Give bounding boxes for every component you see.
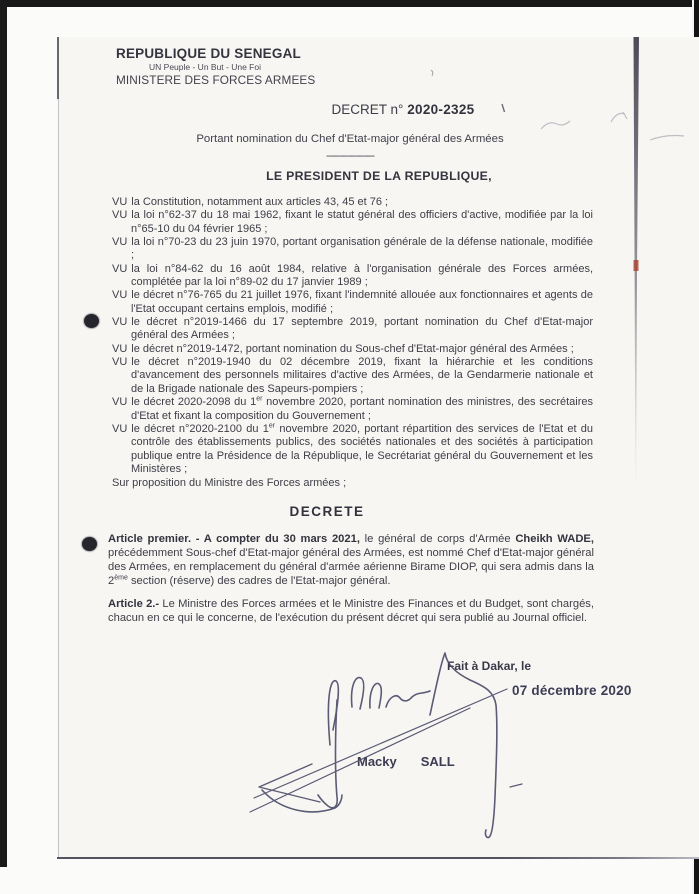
salutation-line: LE PRESIDENT DE LA REPUBLIQUE,	[266, 169, 492, 183]
article-paragraph: Article premier. - A compter du 30 mars 2021, le général de corps d'Armée Cheikh WADE, précédemment Sous-chef d'Etat-major général des Armées, est nommé Chef d'Etat-major général des Armées, en remplacement du général d'armée aérienne Birame DIOP, qui sera admis dans la 2ème section (réserve) des cadres de l'Etat-major général.	[108, 533, 595, 587]
visa-label: VU	[112, 316, 128, 329]
visa-label: VU	[112, 396, 128, 409]
decree-number: 2020-2325	[407, 102, 475, 117]
page-bottom-edge	[57, 857, 699, 859]
country-title: REPUBLIQUE DU SENEGAL	[116, 46, 301, 61]
national-motto: UN Peuple - Un But - Une Foi	[149, 61, 261, 72]
date-line: 07 décembre 2020	[512, 683, 632, 698]
visa-item: VU le décret n°2019-1466 du 17 septembre 2019, portant nomination du Chef d'Etat-major général des Armées ;	[112, 316, 593, 342]
visa-label: VU	[112, 356, 128, 369]
visa-list	[112, 196, 593, 476]
visa-label: VU	[112, 422, 128, 435]
place-line: Fait à Dakar, le	[447, 659, 532, 673]
visa-item: VU le décret n°76-765 du 21 juillet 1976, fixant l'indemnité allouée aux fonctionnaires et agents de l'Etat occupant certains emplois, modifié ;	[112, 289, 593, 315]
scan-border-top	[0, 0, 699, 7]
handwritten-signature	[240, 645, 525, 850]
visa-item: VU le décret 2020-2098 du 1er novembre 2020, portant nomination des ministres, des secrétaires d'Etat et fixant la composition du Gouvernement ;	[112, 395, 593, 422]
separator-dashes: ------------------	[326, 150, 374, 162]
visa-label: VU	[112, 342, 128, 355]
letterhead	[116, 46, 316, 88]
visa-item: VU la Constitution, notamment aux articles 43, 45 et 76 ;	[112, 196, 389, 208]
visa-item: VU la loi n°62-37 du 18 mai 1962, fixant le statut général des officiers d'active, modifiée par la loi n°65-10 du 04 février 1965 ;	[112, 209, 593, 235]
decree-label: DECRET n°	[331, 102, 404, 117]
visa-item: VU le décret n°2019-1472, portant nomination du Sous-chef d'Etat-major général des Armées ;	[112, 342, 574, 355]
visa-label: VU	[112, 289, 128, 302]
visa-item: VU la loi n°84-62 du 16 août 1984, relative à l'organisation générale des Forces armées, complétée par la loi n°89-02 du 17 janvier 1989 ;	[112, 262, 593, 289]
ministry-title: MINISTERE DES FORCES ARMEES	[116, 73, 316, 88]
signer-last-name: SALL	[420, 754, 455, 769]
visa-item: VU le décret n°2020-2100 du 1er novembre 2020, portant répartition des services de l'Etat et du contrôle des établissements publics, des sociétés nationales et des sociétés à participation publique entre la Présidence de la République, le Secrétariat général du Gouvernement et les Ministères ;	[112, 422, 593, 475]
scan-border-left	[0, 0, 7, 867]
proposition-line: Sur proposition du Ministre des Forces armées ;	[112, 477, 347, 489]
visa-label: VU	[112, 236, 128, 249]
decree-title	[253, 102, 553, 117]
visa-label: VU	[112, 262, 128, 275]
visa-label: VU	[112, 209, 128, 222]
hole-punch-dot	[84, 314, 99, 328]
hole-punch-dot	[82, 537, 97, 551]
article-paragraph: Article 2.- Le Ministre des Forces armées et le Ministre des Finances et du Budget, sont chargés, chacun en ce qui le concerne, de l'exécution du présent décret qui sera publié au Journal officiel.	[108, 598, 594, 624]
decrete-heading: DECRETE	[289, 504, 365, 519]
visa-label: VU	[112, 196, 128, 208]
decree-subtitle: Portant nomination du Chef d'Etat-major général des Armées	[196, 133, 504, 145]
signer-first-name: Macky	[357, 754, 397, 769]
visa-item: VU le décret n°2019-1940 du 02 décembre 2019, fixant la hiérarchie et les conditions d'avancement des personnels militaires d'active des Armées, de la Gendarmerie nationale et de la Brigade nationale des Sapeurs-pompiers ;	[112, 356, 593, 395]
page-left-edge	[57, 37, 59, 99]
article-list	[108, 532, 594, 634]
visa-item: VU la loi n°70-23 du 23 juin 1970, portant organisation générale de la défense nationale, modifiée ;	[112, 236, 593, 262]
